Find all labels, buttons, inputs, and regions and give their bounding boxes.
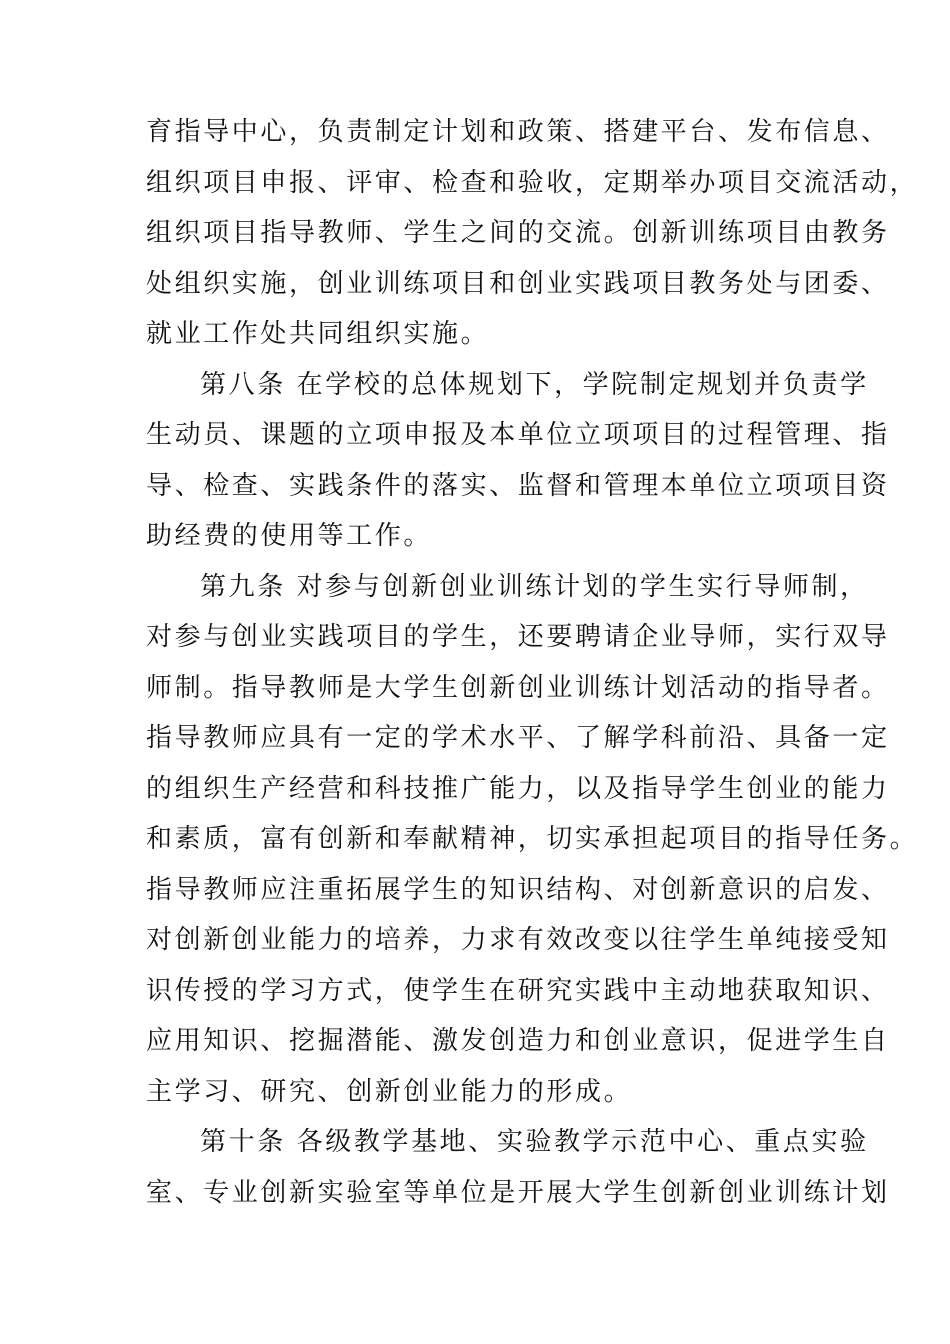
article-heading-line: 第十条 各级教学基地、实验教学示范中心、重点实验: [200, 1127, 869, 1157]
text-line: 组织项目指导教师、学生之间的交流。创新训练项目由教务: [146, 218, 890, 248]
text-line: 识传授的学习方式，使学生在研究实践中主动地获取知识、: [146, 975, 890, 1006]
text-line: 应用知识、挖掘潜能、激发创造力和创业意识，促进学生自: [146, 1026, 890, 1056]
text-line: 室、专业创新实验室等单位是开展大学生创新创业训练计划: [146, 1177, 890, 1208]
paragraph-continuation: [146, 107, 919, 360]
article-heading-line: 第九条 对参与创新创业训练计划的学生实行导师制，: [200, 571, 869, 602]
text-line: 处组织实施，创业训练项目和创业实践项目教务处与团委、: [146, 268, 890, 299]
text-line: 对创新创业能力的培养，力求有效改变以往学生单纯接受知: [146, 925, 890, 955]
text-line: 导、检查、实践条件的落实、监督和管理本单位立项项目资: [146, 470, 890, 501]
text-line: 主学习、研究、创新创业能力的形成。: [146, 1076, 633, 1107]
paragraph-article-8: [146, 360, 890, 562]
text-line: 就业工作处共同组织实施。: [146, 319, 490, 349]
text-line: 指导教师应注重拓展学生的知识结构、对创新意识的启发、: [146, 874, 890, 905]
article-heading-line: 第八条 在学校的总体规划下，学院制定规划并负责学: [200, 369, 869, 400]
text-line: 育指导中心，负责制定计划和政策、搭建平台、发布信息、: [146, 117, 890, 147]
paragraph-article-10: [146, 1117, 890, 1218]
text-line: 指导教师应具有一定的学术水平、了解学科前沿、具备一定: [146, 723, 890, 753]
document-body: [146, 107, 919, 1218]
text-line: 师制。指导教师是大学生创新创业训练计划活动的指导者。: [146, 672, 890, 703]
text-line: 和素质，富有创新和奉献精神，切实承担起项目的指导任务。: [146, 824, 919, 854]
text-line: 生动员、课题的立项申报及本单位立项项目的过程管理、指: [146, 420, 890, 450]
text-line: 助经费的使用等工作。: [146, 521, 433, 551]
paragraph-article-9: [146, 562, 919, 1118]
text-line: 对参与创业实践项目的学生，还要聘请企业导师，实行双导: [146, 622, 890, 652]
text-line: 组织项目申报、评审、检查和验收，定期举办项目交流活动，: [146, 167, 919, 198]
text-line: 的组织生产经营和科技推广能力，以及指导学生创业的能力: [146, 773, 890, 804]
